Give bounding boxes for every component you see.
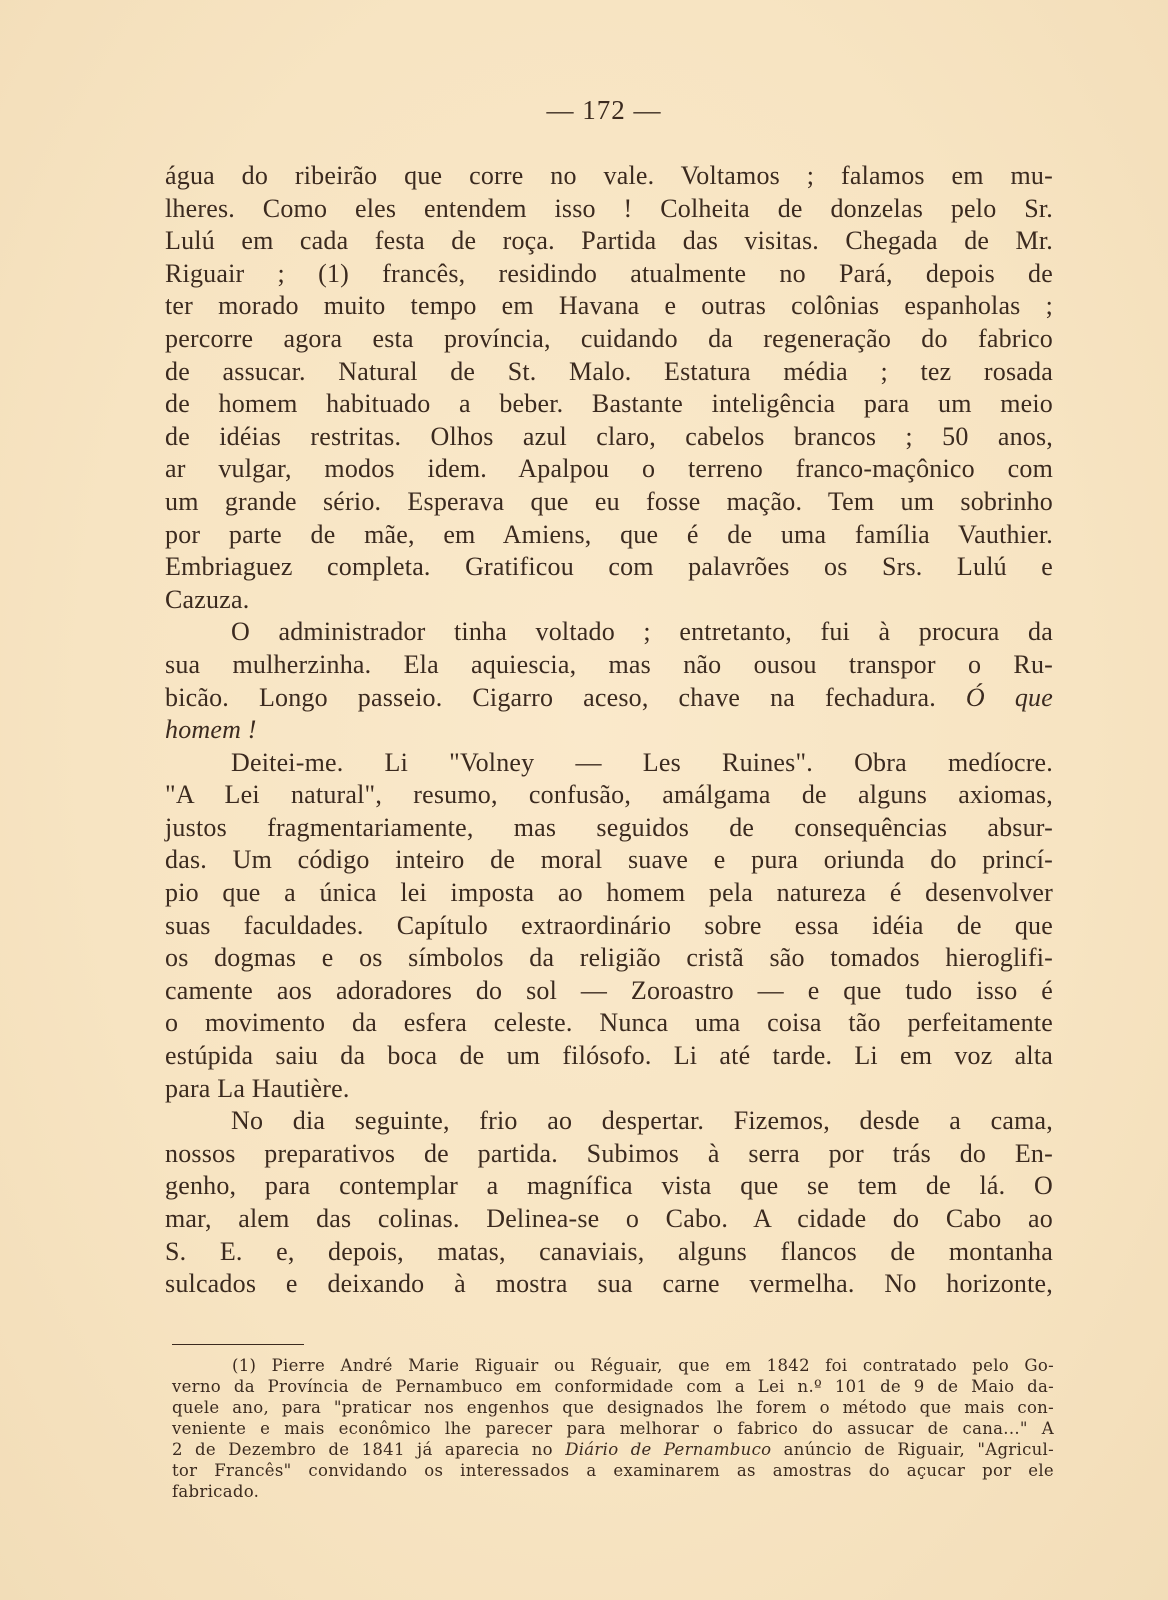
text-line: um grande sério. Esperava que eu fosse mação. Tem um sobrinho bbox=[165, 486, 1053, 516]
text-line: lheres. Como eles entendem isso ! Colheita de donzelas pelo Sr. bbox=[165, 193, 1053, 223]
text-line: para La Hautière. bbox=[165, 1073, 350, 1103]
text-line bbox=[165, 714, 1053, 747]
text-line: S. E. e, depois, matas, canaviais, alguns flancos de montanha bbox=[165, 1236, 1053, 1266]
text-line: nossos preparativos de partida. Subimos à serra por trás do En- bbox=[165, 1138, 1053, 1168]
main-text bbox=[165, 160, 1053, 1301]
paragraph-start-line: No dia seguinte, frio ao despertar. Fizemos, desde a cama, bbox=[231, 1106, 1053, 1136]
text-line: estúpida saiu da boca de um filósofo. Li até tarde. Li em voz alta bbox=[165, 1041, 1053, 1071]
text-line: água do ribeirão que corre no vale. Voltamos ; falamos em mu- bbox=[165, 161, 1053, 190]
italic-text: homem ! bbox=[165, 715, 257, 745]
text-line: das. Um código inteiro de moral suave e pura oriunda do princí- bbox=[165, 845, 1053, 875]
text-line: Lulú em cada festa de roça. Partida das visitas. Chegada de Mr. bbox=[165, 226, 1053, 256]
text-segment: 2 de Dezembro de 1841 já aparecia no bbox=[172, 1440, 553, 1459]
text-line: de homem habituado a beber. Bastante inteligência para um meio bbox=[165, 389, 1053, 419]
footnotes bbox=[172, 1355, 1054, 1502]
footnote-line: (1) Pierre André Marie Riguair ou Réguair, que em 1842 foi contratado pelo Go- bbox=[232, 1356, 1054, 1375]
text-line: justos fragmentariamente, mas seguidos de consequências absur- bbox=[165, 812, 1053, 842]
text-line bbox=[165, 682, 1053, 715]
footnote-divider bbox=[172, 1344, 304, 1345]
footnote-line: fabricado. bbox=[172, 1482, 260, 1501]
text-line: de idéias restritas. Olhos azul claro, cabelos brancos ; 50 anos, bbox=[165, 421, 1053, 451]
paragraph-start-line: O administrador tinha voltado ; entretanto, fui à procura da bbox=[231, 617, 1053, 647]
text-line: Embriaguez completa. Gratificou com palavrões os Srs. Lulú e bbox=[165, 552, 1053, 582]
footnote-line: verno da Província de Pernambuco em conformidade com a Lei n.º 101 de 9 de Maio da- bbox=[172, 1377, 1054, 1396]
footnote-line: quele ano, para "praticar nos engenhos que designados lhe forem o método que mais con- bbox=[172, 1398, 1054, 1417]
text-line: pio que a única lei imposta ao homem pela natureza é desenvolver bbox=[165, 878, 1053, 908]
text-line: Riguair ; (1) francês, residindo atualmente no Pará, depois de bbox=[165, 258, 1053, 288]
italic-text: Ó que bbox=[965, 682, 1053, 712]
footnote-line: veniente e mais econômico lhe parecer para melhorar o fabrico do assucar de cana..." A bbox=[172, 1419, 1054, 1438]
text-line: ter morado muito tempo em Havana e outras colônias espanholas ; bbox=[165, 291, 1053, 321]
text-line: ar vulgar, modos idem. Apalpou o terreno franco-maçônico com bbox=[165, 454, 1053, 484]
text-segment: anúncio de Riguair, "Agricul- bbox=[783, 1440, 1054, 1459]
paragraph-start-line: Deitei-me. Li "Volney — Les Ruines". Obra medíocre. bbox=[231, 747, 1053, 777]
text-line: sulcados e deixando à mostra sua carne vermelha. No horizonte, bbox=[165, 1269, 1053, 1299]
text-line: percorre agora esta província, cuidando da regeneração do fabrico bbox=[165, 323, 1053, 353]
text-line: o movimento da esfera celeste. Nunca uma coisa tão perfeitamente bbox=[165, 1008, 1053, 1038]
text-line: Cazuza. bbox=[165, 584, 250, 614]
footnote-line bbox=[172, 1439, 1054, 1460]
text-line: os dogmas e os símbolos da religião cristã são tomados hieroglifi- bbox=[165, 943, 1053, 973]
text-line: "A Lei natural", resumo, confusão, amálgama de alguns axiomas, bbox=[165, 780, 1053, 810]
text-line: mar, alem das colinas. Delinea-se o Cabo. A cidade do Cabo ao bbox=[165, 1204, 1053, 1233]
footnote-line: tor Francês" convidando os interessados a examinarem as amostras do açucar por ele bbox=[172, 1461, 1054, 1480]
text-segment: bicão. Longo passeio. Cigarro aceso, chave na fechadura. bbox=[165, 682, 936, 712]
text-line: por parte de mãe, em Amiens, que é de uma família Vauthier. bbox=[165, 519, 1053, 549]
text-line: suas faculdades. Capítulo extraordinário sobre essa idéia de que bbox=[165, 910, 1053, 940]
text-line: genho, para contemplar a magnífica vista que se tem de lá. O bbox=[165, 1171, 1053, 1201]
text-line: sua mulherzinha. Ela aquiescia, mas não ousou transpor o Ru- bbox=[165, 649, 1053, 679]
italic-title: Diário de Pernambuco bbox=[565, 1440, 772, 1459]
text-line: camente aos adoradores do sol — Zoroastro — e que tudo isso é bbox=[165, 975, 1053, 1005]
page-number: — 172 — bbox=[546, 95, 662, 125]
text-line: de assucar. Natural de St. Malo. Estatura média ; tez rosada bbox=[165, 356, 1053, 386]
